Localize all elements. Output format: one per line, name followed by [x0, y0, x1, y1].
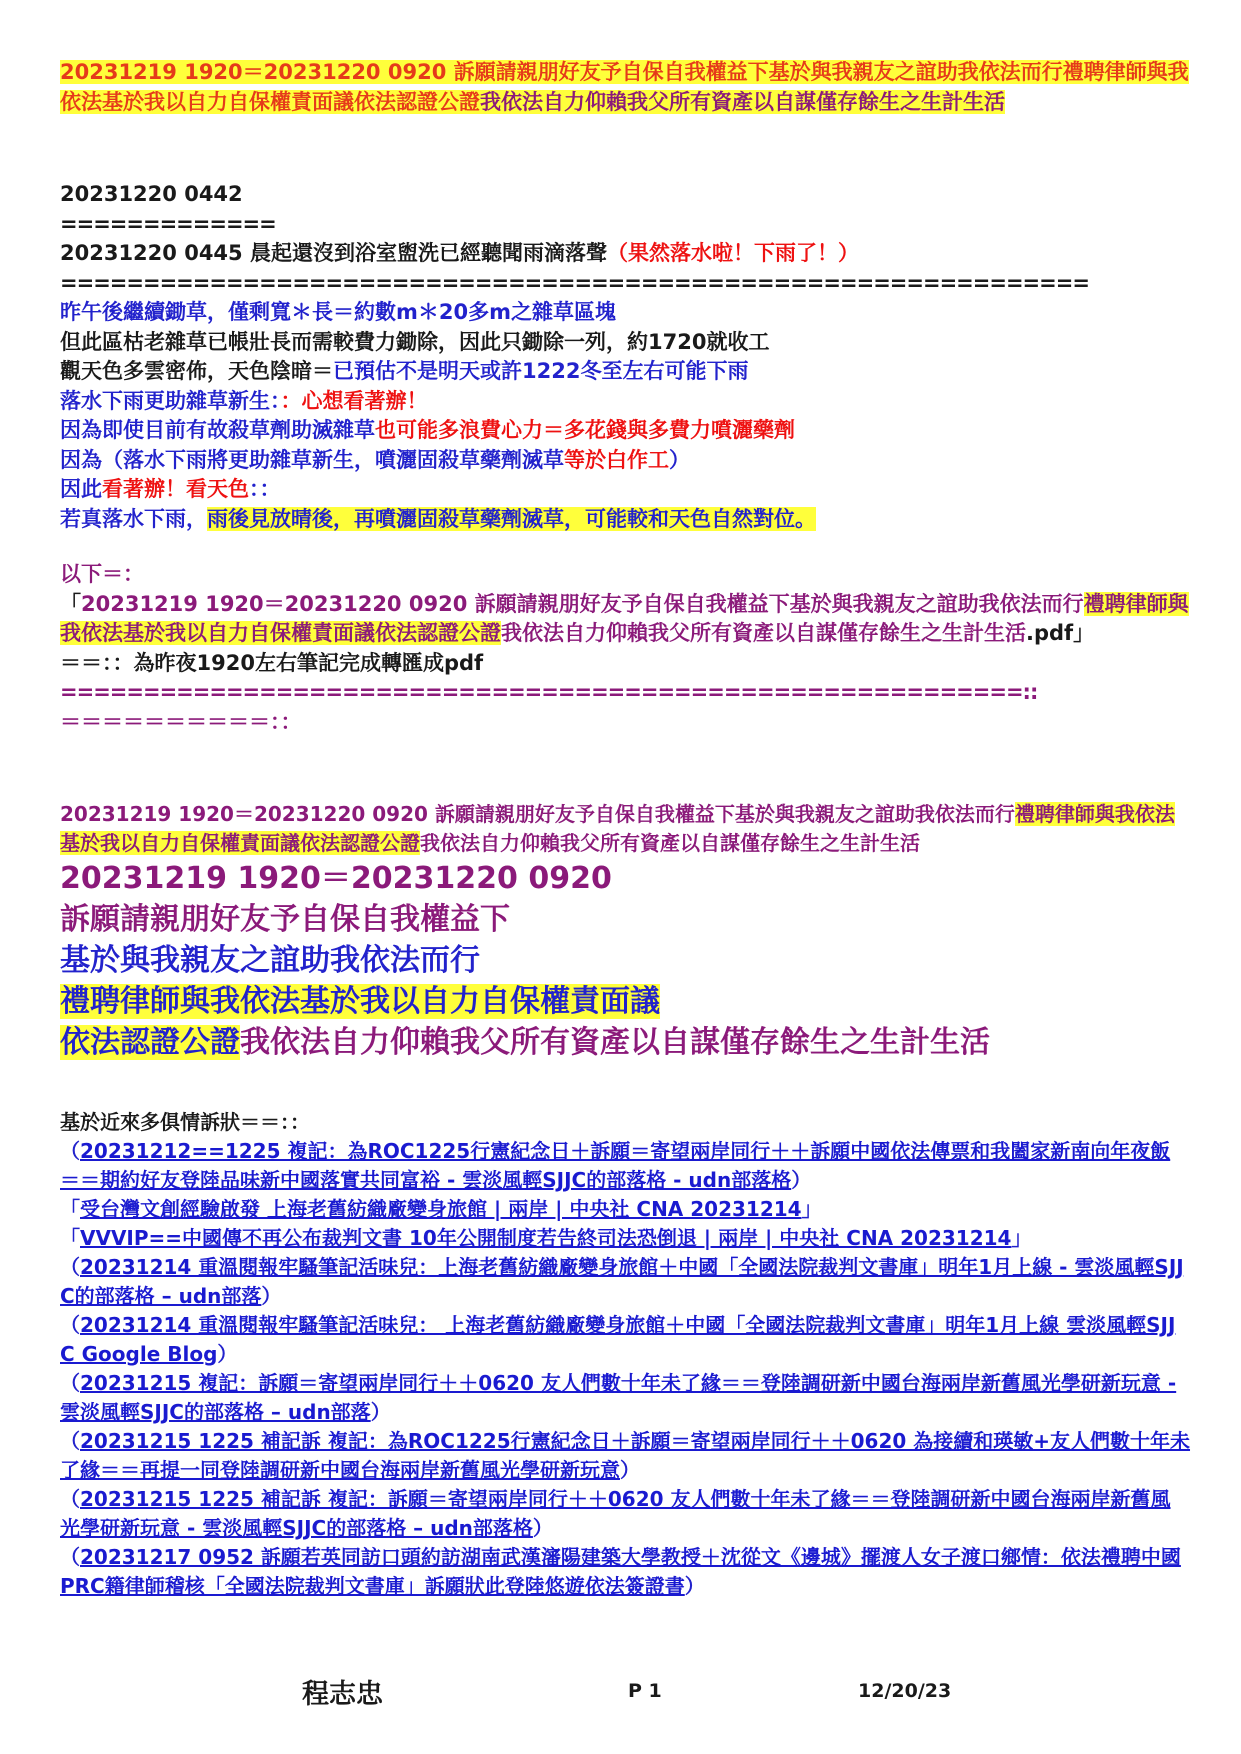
log-time2-main: 20231220 0445 晨起還沒到浴室盥洗已經聽聞雨滴落聲 [60, 241, 607, 265]
log-line6-b: 等於白作工 [564, 447, 669, 472]
log-line5 [60, 416, 1190, 446]
header-part2: 我依法自力仰賴我父所有資產以自謀僅存餘生之生計生活 [480, 89, 1005, 114]
title-big-5-a: 依法認證公證 [60, 1025, 240, 1060]
log-line3-a: 觀天色多雲密佈，天色陰暗＝ [60, 359, 333, 383]
petition-link[interactable]: 20231212==1225 複記：為ROC1225行憲紀念日＋訴願＝寄望兩岸同行＋＋訴願中國依法傳票和我闔家新南向年夜飯＝＝期約好友登陸品味新中國落實共同富裕 - 雲淡風輕SJJC的部落格 - udn部落格 [60, 1139, 1171, 1192]
log-line3 [60, 357, 1190, 387]
log-line1: 昨午後繼續鋤草，僅剩寬＊長＝約數m＊20多m之雜草區塊 [60, 300, 616, 324]
log-line6-c: ） [669, 447, 690, 472]
log-line6 [60, 446, 1190, 476]
petition-item [60, 1311, 1190, 1369]
petition-close: ） [684, 1574, 705, 1598]
petition-link[interactable]: 20231217 0952 訴願若英同訪口頭約訪湖南武漢瀋陽建築大學教授＋沈從文《邊城》擺渡人女子渡口鄉情：依法禮聘中國PRC籍律師稽核「全國法院裁判文書庫」訴願狀此登陸悠遊依法簽證書 [60, 1545, 1181, 1598]
footer-page: P 1 [628, 1680, 662, 1702]
petition-item [60, 1224, 1190, 1253]
title-big-4-text: 禮聘律師與我依法基於我以自力自保權責面議 [60, 984, 660, 1019]
petition-link[interactable]: 20231215 複記：訴願＝寄望兩岸同行＋＋0620 友人們數十年未了緣＝＝登陸調研新中國台海兩岸新舊風光學研新玩意 - 雲淡風輕SJJC的部落格 – udn部落 [60, 1371, 1177, 1424]
log-line7-b: 看著辦！看天色 [102, 477, 249, 501]
log-line6-a: 因為（落水下雨將更助雜草新生，噴灑固殺草藥劑滅草 [60, 447, 564, 472]
log-line2: 但此區枯老雜草已帳壯長而需較費力鋤除，因此只鋤除一列，約1720就收工 [60, 329, 770, 354]
log-block [60, 180, 1190, 534]
petition-close: ） [791, 1168, 812, 1192]
below-sep4: ＝＝＝＝＝＝＝＝＝＝：： [60, 709, 302, 734]
quote-open: 「 [60, 591, 81, 616]
log-line7-a: 因此 [60, 477, 102, 501]
petition-link[interactable]: 20231214 重溫閱報牢騷筆記活味兒： 上海老舊紡織廠變身旅館＋中國「全國法院裁判文書庫」明年1月上線 雲淡風輕SJJC Google Blog [60, 1313, 1176, 1366]
title-big-5-b: 我依法自力仰賴我父所有資產以自謀僅存餘生之生計生活 [240, 1025, 990, 1060]
below-block [60, 560, 1190, 737]
petition-close: ） [620, 1458, 640, 1482]
log-sep2: ============================================================== [60, 270, 1089, 295]
log-line4-a: 落水下雨更助雜草新生： [60, 388, 281, 413]
below-label: 以下＝： [60, 562, 144, 586]
petition-item [60, 1369, 1190, 1427]
petition-close: ） [261, 1284, 282, 1308]
petition-item [60, 1427, 1190, 1485]
quote-part2: 禮聘律師與我依法基於我以自力自保權責面議依法認證公證 [60, 591, 1189, 645]
petition-close: ） [532, 1516, 553, 1540]
log-time2 [60, 239, 1190, 269]
petition-close: ） [217, 1342, 238, 1366]
petition-close: 」 [801, 1197, 822, 1221]
petition-item [60, 1195, 1190, 1224]
log-line5-b: 也可能多浪費心力＝多花錢與多費力噴灑藥劑 [375, 418, 795, 442]
header-part1: 20231219 1920＝20231220 0920 訴願請親朋好友予自保自我權益下基於與我親友之誼助我依法而行禮聘律師與我依法基於我以自力自保權責面議依法認證公證 [60, 60, 1189, 114]
header-block [60, 58, 1190, 117]
quote-part1: 20231219 1920＝20231220 0920 訴願請親朋好友予自保自我權益下基於與我親友之誼助我依法而行 [81, 591, 1084, 616]
petition-item [60, 1253, 1190, 1311]
log-line8-b: 雨後見放晴後，再噴灑固殺草藥劑滅草，可能較和天色自然對位。 [207, 506, 816, 531]
log-sep1: ============= [60, 211, 276, 236]
log-time1: 20231220 0442 [60, 182, 243, 206]
petitions-heading: 基於近來多俱情訴狀＝＝：： [60, 1110, 310, 1134]
petitions-block [60, 1108, 1190, 1601]
petition-link[interactable]: 受台灣文創經驗啟發 上海老舊紡織廠變身旅館 | 兩岸 | 中央社 CNA 20231214 [80, 1197, 802, 1221]
log-line8-a: 若真落水下雨， [60, 506, 207, 531]
petition-item [60, 1543, 1190, 1601]
petition-list [60, 1137, 1190, 1601]
log-line7 [60, 475, 1190, 505]
below-sep3: ==========================================================:: [60, 680, 1038, 704]
log-line5-a: 因為即使目前有故殺草劑助滅雜草 [60, 418, 375, 442]
petition-open: 「 [60, 1226, 80, 1250]
petition-close: ） [370, 1400, 391, 1424]
petition-open: （ [60, 1545, 80, 1569]
log-line3-b: 已預估不是明天或許1222冬至左右可能下雨 [333, 359, 749, 383]
petition-close: 」 [1011, 1226, 1032, 1250]
title-small-part2: 禮聘律師與我依法基於我以自力自保權責面議依法認證公證 [60, 802, 1175, 855]
footer-date: 12/20/23 [858, 1680, 952, 1702]
log-line8 [60, 505, 1190, 535]
petition-link[interactable]: 20231215 1225 補記訴 複記：為ROC1225行憲紀念日＋訴願＝寄望兩岸同行＋＋0620 為接續和瑛敏+友人們數十年未了緣＝＝再提一同登陸調研新中國台海兩岸新舊風光學研新玩意 [60, 1429, 1191, 1482]
log-line4-b: ：心想看著辦！ [280, 388, 428, 413]
petition-link[interactable]: 20231214 重溫閱報牢騷筆記活味兒：上海老舊紡織廠變身旅館＋中國「全國法院裁判文書庫」明年1月上線 - 雲淡風輕SJJC的部落格 – udn部落 [60, 1255, 1184, 1308]
below-quote [60, 590, 1190, 649]
title-small-part1: 20231219 1920＝20231220 0920 訴願請親朋好友予自保自我權益下基於與我親友之誼助我依法而行 [60, 802, 1015, 826]
petition-open: （ [60, 1487, 80, 1511]
petition-link[interactable]: VVVIP==中國傳不再公布裁判文書 10年公開制度若告終司法恐倒退 | 兩岸 | 中央社 CNA 20231214 [80, 1226, 1012, 1250]
petition-open: （ [60, 1313, 80, 1337]
petition-link[interactable]: 20231215 1225 補記訴 複記：訴願＝寄望兩岸同行＋＋0620 友人們數十年未了緣＝＝登陸調研新中國台海兩岸新舊風光學研新玩意 - 雲淡風輕SJJC的部落格 – udn部落格 [60, 1487, 1171, 1540]
below-note: ＝＝：：為昨夜1920左右筆記完成轉匯成pdf [60, 650, 484, 675]
log-line4 [60, 387, 1190, 417]
petition-item [60, 1485, 1190, 1543]
quote-part3: 我依法自力仰賴我父所有資產以自謀僅存餘生之生計生活 [501, 621, 1026, 645]
petition-open: （ [60, 1255, 80, 1279]
title-block [60, 800, 1190, 1063]
title-big-3: 基於與我親友之誼助我依法而行 [60, 943, 480, 978]
title-big-1: 20231219 1920＝20231220 0920 [60, 861, 612, 896]
petition-open: （ [60, 1429, 80, 1453]
petition-open: 「 [60, 1197, 80, 1221]
log-line7-c: ：： [249, 477, 281, 501]
title-small-part3: 我依法自力仰賴我父所有資產以自謀僅存餘生之生計生活 [420, 831, 920, 855]
title-big-5 [60, 1022, 1190, 1063]
petition-item [60, 1137, 1190, 1195]
quote-ext: .pdf」 [1026, 621, 1095, 645]
title-big-4 [60, 981, 1190, 1022]
petition-open: （ [60, 1371, 80, 1395]
title-small [60, 800, 1190, 858]
footer-author: 程志忠 [302, 1679, 383, 1710]
title-big-2: 訴願請親朋好友予自保自我權益下 [60, 902, 510, 937]
petition-open: （ [60, 1139, 80, 1163]
log-time2-red: （果然落水啦！下雨了！） [606, 241, 859, 265]
